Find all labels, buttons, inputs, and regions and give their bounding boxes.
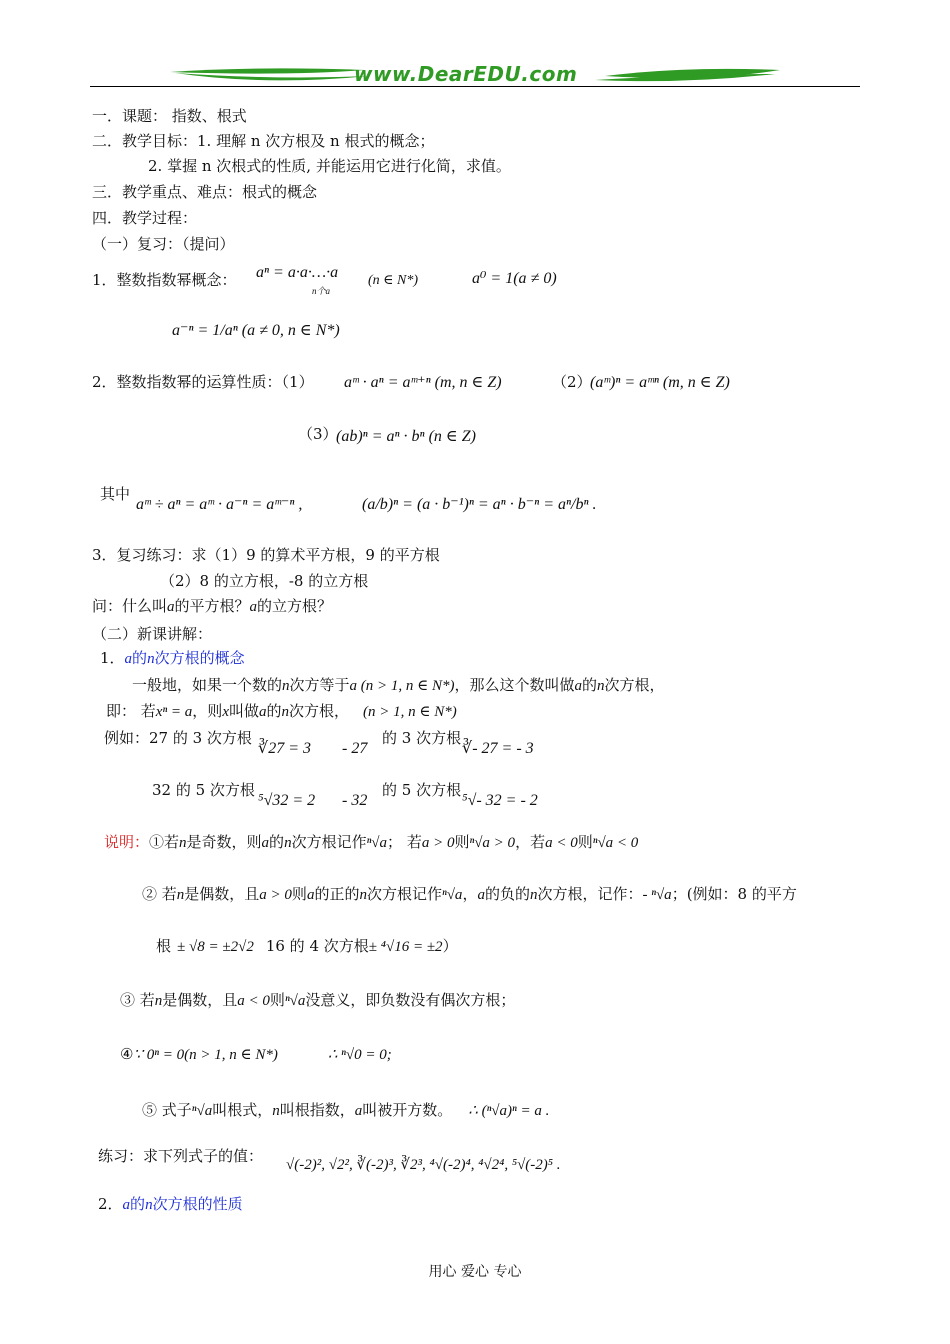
- fourth-root-16: ± ⁴√16 = ±2: [368, 939, 443, 955]
- negative-power: a⁻ⁿ = 1/aⁿ (a ≠ 0, n ∈ N*): [172, 322, 340, 339]
- note-2-example: [156, 936, 458, 957]
- nth-root-a: ⁿ√a: [366, 835, 388, 851]
- var-n: n: [272, 1103, 280, 1119]
- note-2-ex-text-1: 根: [156, 937, 172, 955]
- var-a: a: [259, 704, 267, 720]
- example-5th-root-neg-32: ⁵√- 32 = - 2: [462, 792, 538, 809]
- power-definition-brace-label: n个a: [312, 286, 331, 296]
- nth-root-a: ⁿ√a: [284, 993, 306, 1009]
- example-neg-32: - 32: [342, 792, 368, 809]
- concept-heading: [100, 648, 245, 669]
- rule-2-label: （2）: [552, 373, 592, 391]
- note-3-text-1: ③ 若: [120, 991, 155, 1009]
- note-2-text-1: ② 若: [142, 885, 177, 903]
- review-heading: （一）复习：（提问）: [92, 235, 235, 253]
- note-2: [142, 884, 797, 905]
- var-a: a: [122, 1197, 131, 1213]
- question-part-1: 问：什么叫: [92, 597, 168, 615]
- definition-line: [132, 675, 665, 696]
- note-5-text-4: 叫被开方数。: [362, 1101, 453, 1119]
- formal-text-2: ，则: [192, 702, 223, 720]
- var-n: n: [282, 678, 290, 694]
- def-text-1: 一般地，如果一个数的: [132, 676, 283, 694]
- def-text-2: 次方等于: [289, 676, 350, 694]
- note-5: [142, 1100, 549, 1121]
- example-neg-27: - 27: [342, 740, 368, 757]
- note-1-text-1: ①若: [149, 833, 180, 851]
- lesson-title: 一．课题： 指数、根式: [92, 107, 247, 125]
- a-positive: a > 0: [259, 887, 292, 903]
- note-1-text-7: ，若: [515, 833, 546, 851]
- item-3-label: 3．复习练习：求（1）9 的算术平方根，9 的平方根: [92, 546, 440, 564]
- nth-root-a: ⁿ√a: [191, 1103, 213, 1119]
- def-text-4: 的: [582, 676, 598, 694]
- note-1-text-2: 是奇数，则: [186, 833, 262, 851]
- var-a: a: [574, 678, 583, 694]
- root-negative: ⁿ√a < 0: [592, 835, 639, 851]
- negative-root: - ⁿ√a: [642, 887, 672, 903]
- page-footer: 用心 爱心 专心: [428, 1264, 522, 1280]
- note-3-text-3: 则: [269, 991, 285, 1009]
- rule-3-label: （3）: [298, 425, 338, 443]
- note-4: [120, 1044, 392, 1065]
- rule-1: aᵐ · aⁿ = aᵐ⁺ⁿ (m, n ∈ Z): [344, 374, 502, 391]
- var-a: a: [249, 599, 258, 615]
- var-n: n: [281, 704, 290, 720]
- rule-3: (ab)ⁿ = aⁿ · bⁿ (n ∈ Z): [336, 428, 476, 445]
- exercise-label: 练习：求下列式子的值：: [98, 1147, 264, 1165]
- new-lesson-heading: （二）新课讲解：: [92, 625, 213, 643]
- objective-1: 二．教学目标：1. 理解 n 次方根及 n 根式的概念；: [92, 132, 435, 150]
- formal-text-5: 次方根，: [289, 702, 350, 720]
- where-label: 其中: [100, 485, 131, 503]
- definition-formal: [106, 701, 457, 722]
- var-n: n: [284, 835, 292, 851]
- var-x: x: [222, 704, 229, 720]
- division-rule: aᵐ ÷ aⁿ = aᵐ · a⁻ⁿ = aᵐ⁻ⁿ ,: [136, 496, 303, 513]
- header-rule: [90, 86, 860, 87]
- def-text-3: ，那么这个数叫做: [454, 676, 575, 694]
- example-cube-root-neg-27: ∛- 27 = - 3: [462, 740, 534, 757]
- question-part-2: 的平方根？: [174, 597, 250, 615]
- var-a: a: [354, 1103, 363, 1119]
- root-power-identity: ∴ (ⁿ√a)ⁿ = a .: [468, 1103, 550, 1119]
- concept-number: 1．: [100, 649, 125, 667]
- var-a: a: [306, 887, 315, 903]
- note-1-text-4: 次方根记作: [291, 833, 367, 851]
- note-4-marker: ④: [120, 1045, 134, 1063]
- properties-heading: [98, 1194, 243, 1215]
- properties-text-1: 的: [130, 1195, 146, 1213]
- properties-text-2: 次方根的性质: [152, 1195, 243, 1213]
- def-condition-2: (n > 1, n ∈ N*): [363, 704, 457, 720]
- sqrt-8: ± √8 = ±2√2: [177, 939, 254, 955]
- note-5-text-1: ⑤ 式子: [142, 1101, 192, 1119]
- note-2-ex-text-3: ）: [442, 937, 458, 955]
- note-3-text-4: 没意义，即负数没有偶次方根；: [305, 991, 516, 1009]
- formal-text-4: 的: [266, 702, 282, 720]
- nth-root-a: ⁿ√a: [441, 887, 463, 903]
- note-2-text-8: 次方根，记作：: [537, 885, 643, 903]
- banner-swoosh-left-tail: [175, 73, 370, 80]
- var-n: n: [176, 887, 185, 903]
- def-text-5: 次方根，: [604, 676, 665, 694]
- process-heading: 四．教学过程：: [92, 209, 198, 227]
- item-1-label: 1．整数指数幂概念：: [92, 271, 237, 289]
- formal-text-1: 即： 若: [106, 702, 156, 720]
- note-2-text-3: 则: [291, 885, 307, 903]
- a-negative: a < 0: [237, 993, 270, 1009]
- n-domain: (n ∈ N*): [368, 273, 419, 288]
- var-a: a: [124, 651, 133, 667]
- var-n: n: [179, 835, 187, 851]
- concept-text-2: 次方根的概念: [154, 649, 245, 667]
- var-a: a: [477, 887, 485, 903]
- def-condition: a (n > 1, n ∈ N*): [349, 678, 455, 694]
- var-n: n: [154, 993, 163, 1009]
- def-equation: xⁿ = a: [155, 704, 193, 720]
- zero-power-n: ∵ 0ⁿ = 0(n > 1, n ∈ N*): [133, 1047, 278, 1063]
- note-1-text-6: 则: [454, 833, 470, 851]
- note-label: 说明：: [104, 833, 150, 851]
- note-1-text-8: 则: [577, 833, 593, 851]
- note-5-text-2: 叫根式，: [212, 1101, 273, 1119]
- example-1-label-b: 的 3 次方根: [382, 729, 462, 747]
- note-3: [120, 990, 515, 1011]
- fraction-rule: (a/b)ⁿ = (a · b⁻¹)ⁿ = aⁿ · b⁻ⁿ = aⁿ/bⁿ .: [362, 496, 597, 513]
- root-positive: ⁿ√a > 0: [469, 835, 516, 851]
- note-2-text-4: 的正的: [314, 885, 360, 903]
- example-5th-root-32: ⁵√32 = 2: [258, 792, 316, 809]
- question-line: [92, 596, 332, 617]
- power-definition: aⁿ = a·a·…·a: [256, 264, 339, 281]
- example-2-label: 32 的 5 次方根: [152, 781, 255, 799]
- item-3-part-2: （2）8 的立方根，-8 的立方根: [160, 572, 369, 590]
- note-1: [104, 832, 638, 853]
- example-cube-root-27: ∛27 = 3: [258, 740, 311, 757]
- key-points: 三．教学重点、难点：根式的概念: [92, 183, 318, 201]
- var-n: n: [529, 887, 538, 903]
- zero-power: a⁰ = 1(a ≠ 0): [472, 270, 557, 287]
- example-2-label-b: 的 5 次方根: [382, 781, 462, 799]
- example-1-label: 例如：27 的 3 次方根: [104, 729, 252, 747]
- exercise-expressions: √(-2)², √2², ∛(-2)³, ∛2³, ⁴√(-2)⁴, ⁴√2⁴, ⁵√(-2)⁵ .: [286, 1157, 561, 1173]
- note-2-text-7: 的负的: [484, 885, 530, 903]
- var-n: n: [145, 1197, 153, 1213]
- note-5-text-3: 叫根指数，: [279, 1101, 355, 1119]
- objective-2: 2. 掌握 n 次根式的性质, 并能运用它进行化简，求值。: [148, 157, 511, 175]
- rule-2: (aᵐ)ⁿ = aᵐⁿ (m, n ∈ Z): [590, 374, 730, 391]
- note-2-text-2: 是偶数，且: [184, 885, 260, 903]
- var-n: n: [359, 887, 367, 903]
- note-2-ex-text-2: 16 的 4 次方根: [265, 937, 369, 955]
- note-1-text-5: ； 若: [387, 833, 422, 851]
- var-a: a: [167, 599, 175, 615]
- note-2-text-5: 次方根记作: [366, 885, 442, 903]
- note-2-text-9: ；(例如：8 的平方: [671, 885, 797, 903]
- note-2-text-6: ，: [462, 885, 478, 903]
- question-part-3: 的立方根？: [257, 597, 333, 615]
- var-n: n: [597, 678, 605, 694]
- banner-swoosh-left: [170, 68, 365, 73]
- note-1-text-3: 的: [269, 833, 285, 851]
- item-2-label: 2．整数指数幂的运算性质：（1）: [92, 373, 314, 391]
- var-a: a: [261, 835, 270, 851]
- a-negative: a < 0: [545, 835, 578, 851]
- site-logo-text: www.DearEDU.com: [354, 62, 578, 86]
- var-n: n: [147, 651, 155, 667]
- a-positive: a > 0: [421, 835, 455, 851]
- nth-root-zero: ∴ ⁿ√0 = 0;: [327, 1047, 392, 1063]
- properties-number: 2．: [98, 1195, 123, 1213]
- concept-text-1: 的: [132, 649, 148, 667]
- formal-text-3: 叫做: [228, 702, 259, 720]
- note-3-text-2: 是偶数，且: [162, 991, 238, 1009]
